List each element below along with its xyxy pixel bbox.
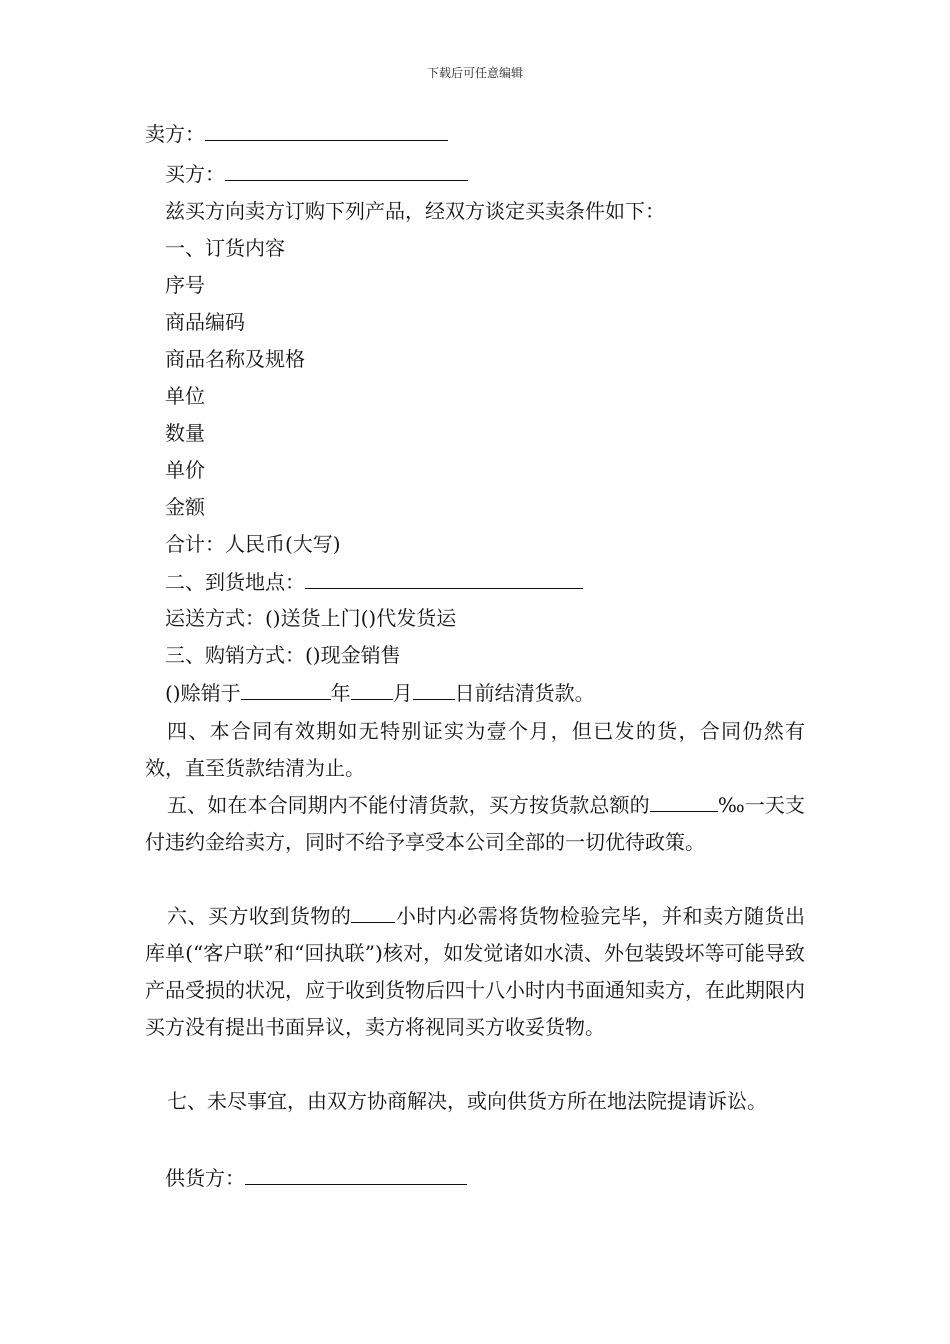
delivery-blank[interactable] [305,566,583,589]
penalty-rate-blank[interactable] [650,789,718,812]
section5-paragraph [145,787,805,861]
delivery-label: 二、到货地点： [165,570,305,594]
buyer-line [165,158,468,188]
section3-line: 三、购销方式：()现金销售 [165,643,401,667]
section6-paragraph [145,898,805,1046]
order-field-qty: 数量 [165,421,205,445]
total-line: 合计：人民币(大写) [165,532,341,556]
order-field-amount: 金额 [165,495,205,519]
section1-title: 一、订货内容 [165,236,285,260]
buyer-blank[interactable] [225,158,468,181]
section5-text-a: 五、如在本合同期内不能付清货款，买方按货款总额的 [167,793,650,817]
credit-day-blank[interactable] [413,677,455,700]
buyer-label: 买方： [165,162,225,186]
page-header: 下载后可任意编辑 [426,66,523,80]
seller-blank[interactable] [205,118,448,141]
credit-line [165,677,595,707]
credit-month-label: 月 [392,681,413,705]
seller-line [145,118,448,148]
inspection-hours-blank[interactable] [351,900,395,923]
section6-text-a: 六、买方收到货物的 [167,904,352,928]
seller-label: 卖方： [145,122,205,146]
shipping-line: 运送方式：()送货上门()代发货运 [165,606,457,630]
supplier-blank[interactable] [245,1162,467,1185]
order-field-name: 商品名称及规格 [165,347,305,371]
order-field-unit: 单位 [165,384,205,408]
supplier-label: 供货方： [165,1166,245,1190]
order-field-code: 商品编码 [165,310,245,334]
credit-year-blank[interactable] [241,677,331,700]
delivery-line [165,566,583,596]
section5-text-b: ‰一天支付违约金给卖方，同时不给予享受本公司全部的一切优待政策。 [145,793,806,854]
order-field-seq: 序号 [165,273,205,297]
section7-paragraph: 七、未尽事宜，由双方协商解决，或向供货方所在地法院提请诉讼。 [167,1089,767,1113]
credit-prefix: ()赊销于 [165,681,241,705]
intro-text: 兹买方向卖方订购下列产品，经双方谈定买卖条件如下： [165,199,665,223]
section6-text-b: 小时内必需将货物检验完毕，并和卖方随货出库单(“客户联”和“回执联”)核对，如发觉诸如水渍、外包装毁坏等可能导致产品受损的状况，应于收到货物后四十八小时内书面通知卖方，在此期限内买方没有提出书面异议，卖方将视同买方收妥货物。 [145,904,806,1039]
credit-month-blank[interactable] [351,677,393,700]
supplier-line [165,1162,467,1192]
credit-suffix: 日前结清货款。 [454,681,595,705]
section4-paragraph: 四、本合同有效期如无特别证实为壹个月，但已发的货，合同仍然有效，直至货款结清为止。 [145,719,805,780]
order-field-price: 单价 [165,458,205,482]
credit-year-label: 年 [330,681,351,705]
